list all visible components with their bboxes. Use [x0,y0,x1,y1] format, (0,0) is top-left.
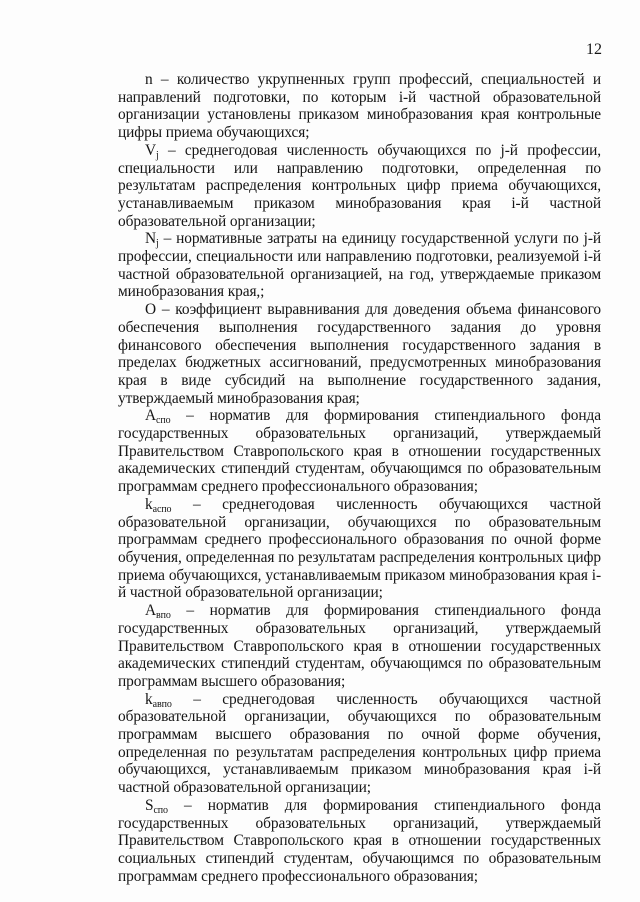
formula-symbol: $V_j$ [145,141,159,161]
formula-symbol: $A_{спо}$ [145,407,171,427]
definition-paragraph [118,301,601,407]
definition-paragraph [118,496,601,602]
definition-text: – коэффициент выравнивания для доведения объема финансового обеспечения выполнения государственного задания до уровня финансового обеспечения выполнения государственного задания в пределах бюджетных ассигнований, предусмотренных минобразования края в виде субсидий на выполнение государственного задания, утверждаемый минобразования края; [118,301,601,407]
formula-symbol: $S_{спо}$ [145,796,168,816]
definition-paragraph [118,691,601,797]
formula-symbol: O [145,301,157,319]
definition-paragraph [118,142,601,231]
definition-text: – среднегодовая численность обучающихся по j-й профессии, специальности или направлению подготовки, определенная по результатам распределения контрольных цифр приема обучающихся, устанавливаемым приказом минобразования края i-й частной образовательной организации; [118,141,601,230]
page-number: 12 [586,41,602,58]
formula-symbol: $A_{впо}$ [145,602,171,622]
definition-text: – норматив для формирования стипендиального фонда государственных образовательных организаций, утверждаемый Правительством Ставропольского края в отношении государственных академических стипендий студентам, обучающимся по образовательным программам среднего профессионального образования; [118,407,601,496]
definition-paragraph [118,797,601,886]
formula-symbol: n [145,71,153,88]
formula-symbol: $k_{aвпо}$ [145,690,172,710]
definition-paragraph [118,407,601,496]
definition-paragraph [118,602,601,691]
definition-text: – нормативные затраты на единицу государственной услуги по j-й профессии, специальности или направлению подготовки, реализуемой i-й частной образовательной организацией, на год, утверждаемые приказом минобразования края,; [118,230,601,301]
formula-symbol: $k_{aспо}$ [145,495,172,515]
definition-paragraph [118,71,601,142]
document-body [118,71,601,885]
formula-symbol: $N_j$ [145,230,159,250]
definition-text: – количество укрупненных групп профессий, специальностей и направлений подготовки, по которым i-й частной образовательной организации установлены приказом минобразования края контрольные цифры приема обучающихся; [118,71,601,142]
definition-text: – норматив для формирования стипендиального фонда государственных образовательных организаций, утверждаемый Правительством Ставропольского края в отношении государственных академических стипендий студентам, обучающимся по образовательным программам высшего образования; [118,602,601,690]
definition-paragraph [118,230,601,301]
definition-text: – среднегодовая численность обучающихся частной образовательной организации, обучающихся по образовательным программам среднего профессионального образования по очной форме обучения, определенная по результатам распределения контрольных цифр приема обучающихся, устанавливаемым приказом минобразования края i-й частной образовательной организации; [118,495,601,602]
definition-text: – норматив для формирования стипендиального фонда государственных образовательных организаций, утверждаемый Правительством Ставропольского края в отношении государственных социальных стипендий студентам, обучающимся по образовательным программам среднего профессионального образования; [118,796,601,885]
definition-text: – среднегодовая численность обучающихся частной образовательной организации, обучающихся по образовательным программам высшего образования по очной форме обучения, определенная по результатам распределения контрольных цифр приема обучающихся, устанавливаемым приказом минобразования края i-й частной образовательной организации; [118,690,601,797]
